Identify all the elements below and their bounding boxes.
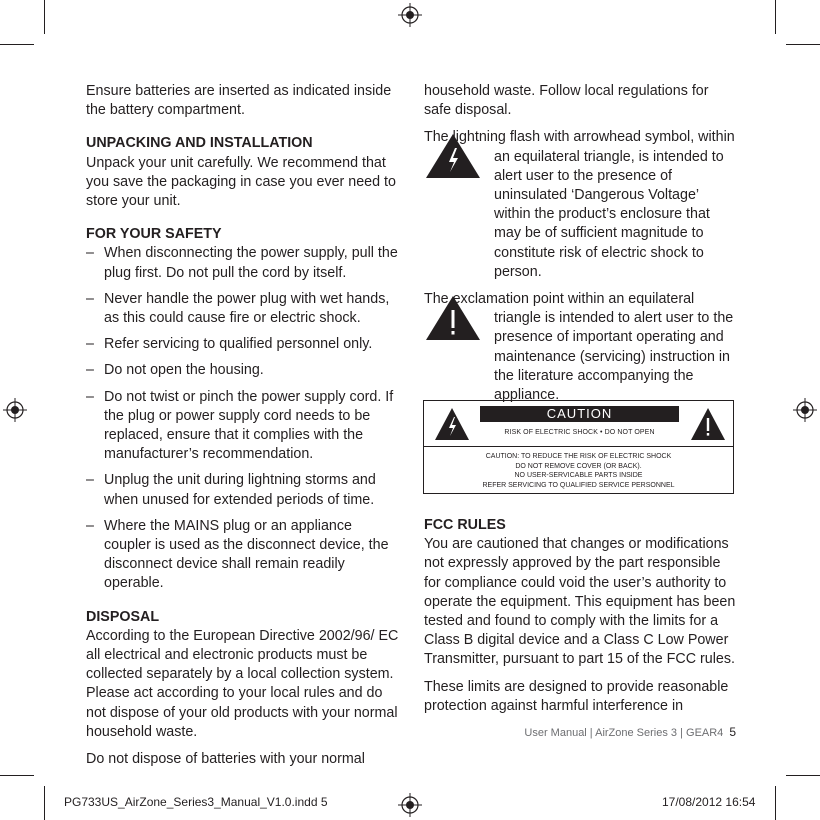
dash-bullet: – xyxy=(86,290,94,307)
list-item-text: Do not twist or pinch the power supply cord. If the plug or power supply cord needs to be replaced, ensure that it complies with the manufacturer’s recommendation. xyxy=(104,388,394,463)
caution-line: DO NOT REMOVE COVER (OR BACK). xyxy=(515,462,642,470)
dash-bullet: – xyxy=(86,336,94,353)
caution-label xyxy=(423,400,734,494)
left-column xyxy=(86,82,402,769)
list-item xyxy=(86,471,402,509)
list-item xyxy=(86,388,402,465)
unpacking-body: Unpack your unit carefully. We recommend that you save the packaging in case you ever need to store your unit. xyxy=(86,154,396,210)
dash-bullet: – xyxy=(86,472,94,489)
crop-mark xyxy=(44,0,45,34)
caution-line: NO USER-SERVICABLE PARTS INSIDE xyxy=(514,472,643,479)
caution-lines xyxy=(424,452,733,490)
lightning-triangle-icon xyxy=(434,407,470,441)
battery-intro: Ensure batteries are inserted as indicated inside the battery compartment. xyxy=(86,83,392,119)
list-item-text: Do not open the housing. xyxy=(104,362,264,379)
list-item xyxy=(86,335,402,354)
slug-filename: PG733US_AirZone_Series3_Manual_V1.0.indd 5 xyxy=(64,795,328,809)
crop-mark xyxy=(786,44,820,45)
list-item xyxy=(86,244,402,282)
fcc-heading: FCC RULES xyxy=(424,517,506,533)
lightning-warning-text: The lightning flash with arrowhead symbol, within an equilateral triangle, is intended to alert user to the presence of uninsulated ‘Dangerous Voltage’ within the product’s enclosure that may be of sufficient magnitude to constitute risk of electric shock to person. xyxy=(424,129,735,280)
list-item xyxy=(86,361,402,380)
registration-mark-icon xyxy=(3,398,27,422)
crop-mark xyxy=(0,44,34,45)
fcc-body: You are cautioned that changes or modifications not expressly approved by the part responsible for compliance could void the user’s authority to operate the equipment. This equipment has been tested and found to comply with the limits for a Class B digital device and a Class C Low Power Transmitter, pursuant to part 15 of the FCC rules. xyxy=(424,536,736,668)
caution-risk: RISK OF ELECTRIC SHOCK • DO NOT OPEN xyxy=(504,429,655,436)
registration-mark-icon xyxy=(398,793,422,817)
crop-mark xyxy=(775,0,776,34)
exclamation-warning-text: The exclamation point within an equilateral triangle is intended to alert user to the presence of important operating and maintenance (servicing) instruction in the literature accompanying the appliance. xyxy=(424,291,734,404)
disposal-continuation: household waste. Follow local regulations for safe disposal. xyxy=(424,83,709,119)
list-item-text: Never handle the power plug with wet hands, as this could cause fire or electric shock. xyxy=(104,290,390,327)
safety-heading: FOR YOUR SAFETY xyxy=(86,226,222,243)
crop-mark xyxy=(0,775,34,776)
crop-mark xyxy=(786,775,820,776)
list-item xyxy=(86,517,402,594)
caution-line: CAUTION: TO REDUCE THE RISK OF ELECTRIC SHOCK xyxy=(485,453,672,460)
list-item xyxy=(86,290,402,328)
exclamation-warning xyxy=(424,290,736,405)
caution-title: CAUTION xyxy=(480,406,679,422)
dash-bullet: – xyxy=(86,362,94,379)
safety-list xyxy=(86,244,402,593)
unpacking-heading: UNPACKING AND INSTALLATION xyxy=(86,135,313,152)
footer-text: User Manual | AirZone Series 3 | GEAR4 xyxy=(524,727,724,739)
list-item-text: Refer servicing to qualified personnel only. xyxy=(104,336,373,353)
page-footer xyxy=(420,725,736,739)
slug-datetime: 17/08/2012 16:54 xyxy=(662,795,756,809)
registration-mark-icon xyxy=(398,3,422,27)
dash-bullet: – xyxy=(86,517,94,534)
registration-mark-icon xyxy=(793,398,817,422)
crop-mark xyxy=(44,786,45,820)
list-item-text: When disconnecting the power supply, pull the plug first. Do not pull the cord by itself. xyxy=(104,245,398,281)
batteries-disposal: Do not dispose of batteries with your normal xyxy=(86,751,365,768)
page-number: 5 xyxy=(729,725,736,739)
disposal-body: According to the European Directive 2002/96/ EC all electrical and electronic products must be collected separately by a local collection system. Please act according to your local rules and do not dispose of your old products with your normal household waste. xyxy=(86,627,399,740)
disposal-heading: DISPOSAL xyxy=(86,608,160,625)
lightning-warning xyxy=(424,128,736,282)
caution-line: REFER SERVICING TO QUALIFIED SERVICE PERSONNEL xyxy=(482,481,675,489)
list-item-text: Where the MAINS plug or an appliance coupler is used as the disconnect device, the disconnect device shall remain readily operable. xyxy=(104,517,389,592)
fcc-section xyxy=(424,516,736,716)
crop-mark xyxy=(775,786,776,820)
divider xyxy=(424,446,733,447)
exclamation-triangle-icon xyxy=(690,407,726,441)
list-item-text: Unplug the unit during lightning storms and when unused for extended periods of time. xyxy=(104,472,376,508)
dash-bullet: – xyxy=(86,388,94,405)
dash-bullet: – xyxy=(86,245,94,262)
fcc-body-continued: These limits are designed to provide reasonable protection against harmful interference in xyxy=(424,678,729,714)
right-column xyxy=(424,82,736,405)
